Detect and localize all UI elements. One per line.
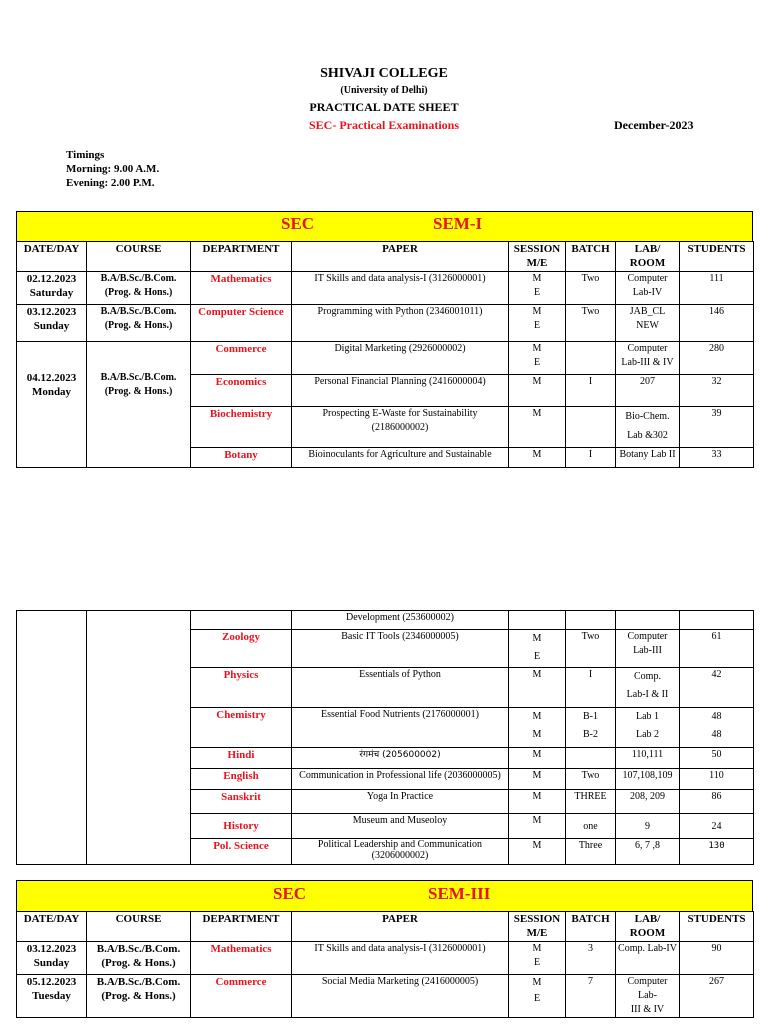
- course-cell: B.A/B.Sc./B.Com. (Prog. & Hons.): [87, 975, 191, 1018]
- timings-morning: Morning: 9.00 A.M.: [66, 163, 160, 175]
- col-batch: BATCH: [566, 912, 616, 942]
- lab-cell: Computer Lab-III & IV: [616, 342, 680, 375]
- course-cell: B.A/B.Sc./B.Com. (Prog. & Hons.): [87, 342, 191, 468]
- students-cell: 110: [680, 769, 754, 790]
- department-cell: Commerce: [191, 342, 292, 375]
- lab-cell: Bio-Chem. Lab &302: [616, 407, 680, 448]
- batch-cell: Two: [566, 769, 616, 790]
- sem1-banner-right: SEM-I: [433, 214, 483, 233]
- table-row: [17, 769, 754, 790]
- document-title: PRACTICAL DATE SHEET: [309, 100, 459, 114]
- date-cell: 05.12.2023 Tuesday: [17, 975, 87, 1018]
- table-row: [17, 272, 754, 305]
- session-cell: M E: [509, 630, 566, 668]
- batch-cell: Two: [566, 305, 616, 342]
- session-cell: M: [509, 448, 566, 468]
- department-cell: Economics: [191, 375, 292, 407]
- sem3-banner-left: SEC: [273, 884, 307, 903]
- col-department: DEPARTMENT: [191, 912, 292, 942]
- students-cell: 61: [680, 630, 754, 668]
- course-cell: [87, 611, 191, 630]
- paper-cell: Development (253600002): [292, 611, 509, 630]
- students-cell: 90: [680, 942, 754, 975]
- department-cell: Zoology: [191, 630, 292, 668]
- paper-cell: Digital Marketing (2926000002): [292, 342, 509, 375]
- paper-cell: Personal Financial Planning (2416000004): [292, 375, 509, 407]
- table-row: [17, 342, 754, 375]
- department-cell: Physics: [191, 668, 292, 708]
- department-cell: Hindi: [191, 748, 292, 769]
- col-department: DEPARTMENT: [191, 242, 292, 272]
- students-cell: [680, 611, 754, 630]
- date-cell: 03.12.2023 Sunday: [17, 305, 87, 342]
- col-date: DATE/DAY: [17, 242, 87, 272]
- session-cell: M: [509, 839, 566, 865]
- sem3-header-row: [17, 912, 754, 942]
- university-name: (University of Delhi): [340, 85, 428, 96]
- table-row: [17, 708, 754, 748]
- students-cell: 32: [680, 375, 754, 407]
- students-cell: 42: [680, 668, 754, 708]
- department-cell: English: [191, 769, 292, 790]
- col-students: STUDENTS: [680, 912, 754, 942]
- course-cell: B.A/B.Sc./B.Com. (Prog. & Hons.): [87, 942, 191, 975]
- session-cell: M: [509, 375, 566, 407]
- paper-cell: Social Media Marketing (2416000005): [292, 975, 509, 1018]
- paper-cell: IT Skills and data analysis-I (3126000001): [292, 942, 509, 975]
- department-cell: Biochemistry: [191, 407, 292, 448]
- batch-cell: Three: [566, 839, 616, 865]
- department-cell: Chemistry: [191, 708, 292, 748]
- session-cell: M: [509, 407, 566, 448]
- col-paper: PAPER: [292, 912, 509, 942]
- session-cell: M M: [509, 708, 566, 748]
- lab-cell: 107,108,109: [616, 769, 680, 790]
- sem1-table: [16, 241, 754, 468]
- department-cell: Mathematics: [191, 942, 292, 975]
- col-paper: PAPER: [292, 242, 509, 272]
- lab-cell: [616, 611, 680, 630]
- course-cell: B.A/B.Sc./B.Com. (Prog. & Hons.): [87, 305, 191, 342]
- batch-cell: one: [566, 814, 616, 839]
- paper-cell: Museum and Museoloy: [292, 814, 509, 839]
- lab-cell: 208, 209: [616, 790, 680, 814]
- col-lab: LAB/ ROOM: [616, 242, 680, 272]
- lab-cell: Comp. Lab-I & II: [616, 668, 680, 708]
- course-cell: B.A/B.Sc./B.Com. (Prog. & Hons.): [87, 272, 191, 305]
- table-row: [17, 942, 754, 975]
- paper-cell: रंगमंच (205600002): [292, 748, 509, 769]
- students-cell: 24: [680, 814, 754, 839]
- students-cell: 130: [680, 839, 754, 865]
- table-row: [17, 611, 754, 630]
- lab-cell: Botany Lab II: [616, 448, 680, 468]
- sem1-banner: [16, 211, 753, 242]
- students-cell: 50: [680, 748, 754, 769]
- paper-cell: IT Skills and data analysis-I (3126000001): [292, 272, 509, 305]
- table-row: [17, 839, 754, 865]
- session-cell: M: [509, 790, 566, 814]
- lab-cell: Lab 1 Lab 2: [616, 708, 680, 748]
- table-row: [17, 790, 754, 814]
- date-cell: 04.12.2023 Monday: [17, 342, 87, 468]
- paper-cell: Essential Food Nutrients (2176000001): [292, 708, 509, 748]
- sem3-banner: [16, 880, 753, 912]
- batch-cell: THREE: [566, 790, 616, 814]
- session-cell: M E: [509, 342, 566, 375]
- session-cell: M: [509, 668, 566, 708]
- batch-cell: I: [566, 375, 616, 407]
- paper-cell: Programming with Python (2346001011): [292, 305, 509, 342]
- col-session: SESSION M/E: [509, 912, 566, 942]
- paper-cell: Essentials of Python: [292, 668, 509, 708]
- sem3-banner-right: SEM-III: [428, 884, 491, 903]
- timings-evening: Evening: 2.00 P.M.: [66, 177, 155, 189]
- date-cell: [17, 611, 87, 630]
- department-cell: Computer Science: [191, 305, 292, 342]
- department-cell: [191, 611, 292, 630]
- paper-cell: Bioinoculants for Agriculture and Sustainable: [292, 448, 509, 468]
- students-cell: 48 48: [680, 708, 754, 748]
- paper-cell: Yoga In Practice: [292, 790, 509, 814]
- batch-cell: I: [566, 668, 616, 708]
- department-cell: Mathematics: [191, 272, 292, 305]
- batch-cell: [566, 407, 616, 448]
- session-cell: M: [509, 748, 566, 769]
- department-cell: Pol. Science: [191, 839, 292, 865]
- lab-cell: 6, 7 ,8: [616, 839, 680, 865]
- timings-label: Timings: [66, 149, 105, 161]
- batch-cell: [566, 748, 616, 769]
- lab-cell: Computer Lab-IV: [616, 272, 680, 305]
- college-name: SHIVAJI COLLEGE: [320, 66, 448, 81]
- document-subtitle: SEC- Practical Examinations: [309, 118, 459, 132]
- col-course: COURSE: [87, 912, 191, 942]
- batch-cell: [566, 342, 616, 375]
- paper-cell: Communication in Professional life (2036000005): [292, 769, 509, 790]
- department-cell: Botany: [191, 448, 292, 468]
- batch-cell: Two: [566, 272, 616, 305]
- paper-cell: Prospecting E-Waste for Sustainability (2186000002): [292, 407, 509, 448]
- col-session: SESSION M/E: [509, 242, 566, 272]
- session-cell: M E: [509, 942, 566, 975]
- lab-cell: Computer Lab-III: [616, 630, 680, 668]
- table-row: [17, 305, 754, 342]
- paper-cell: Basic IT Tools (2346000005): [292, 630, 509, 668]
- students-cell: 33: [680, 448, 754, 468]
- lab-cell: Computer Lab- III & IV: [616, 975, 680, 1018]
- students-cell: 111: [680, 272, 754, 305]
- batch-cell: 7: [566, 975, 616, 1018]
- sem1-banner-left: SEC: [281, 214, 315, 233]
- exam-month: December-2023: [614, 118, 694, 132]
- sem1-header-row: [17, 242, 754, 272]
- col-course: COURSE: [87, 242, 191, 272]
- students-cell: 86: [680, 790, 754, 814]
- department-cell: Sanskrit: [191, 790, 292, 814]
- col-batch: BATCH: [566, 242, 616, 272]
- lab-cell: 207: [616, 375, 680, 407]
- date-cell: 03.12.2023 Sunday: [17, 942, 87, 975]
- batch-cell: I: [566, 448, 616, 468]
- lab-cell: JAB_CL NEW: [616, 305, 680, 342]
- lab-cell: 9: [616, 814, 680, 839]
- table-row: [17, 814, 754, 839]
- batch-cell: Two: [566, 630, 616, 668]
- table-row: [17, 748, 754, 769]
- col-lab: LAB/ ROOM: [616, 912, 680, 942]
- lab-cell: Comp. Lab-IV: [616, 942, 680, 975]
- batch-cell: 3: [566, 942, 616, 975]
- table-row: [17, 668, 754, 708]
- lab-cell: 110,111: [616, 748, 680, 769]
- paper-cell: Political Leadership and Communication (3206000002): [292, 839, 509, 865]
- table-row: [17, 975, 754, 1018]
- students-cell: 146: [680, 305, 754, 342]
- date-cell: 02.12.2023 Saturday: [17, 272, 87, 305]
- session-cell: M E: [509, 305, 566, 342]
- department-cell: Commerce: [191, 975, 292, 1018]
- col-date: DATE/DAY: [17, 912, 87, 942]
- department-cell: History: [191, 814, 292, 839]
- col-students: STUDENTS: [680, 242, 754, 272]
- batch-cell: [566, 611, 616, 630]
- students-cell: 267: [680, 975, 754, 1018]
- timings-block: [66, 148, 159, 190]
- session-cell: M E: [509, 272, 566, 305]
- continuation-table: [16, 610, 754, 865]
- students-cell: 280: [680, 342, 754, 375]
- session-cell: M: [509, 769, 566, 790]
- sem3-table: [16, 911, 754, 1018]
- session-cell: M: [509, 814, 566, 839]
- session-cell: M E: [509, 975, 566, 1018]
- batch-cell: B-1 B-2: [566, 708, 616, 748]
- table-row: [17, 630, 754, 668]
- students-cell: 39: [680, 407, 754, 448]
- session-cell: [509, 611, 566, 630]
